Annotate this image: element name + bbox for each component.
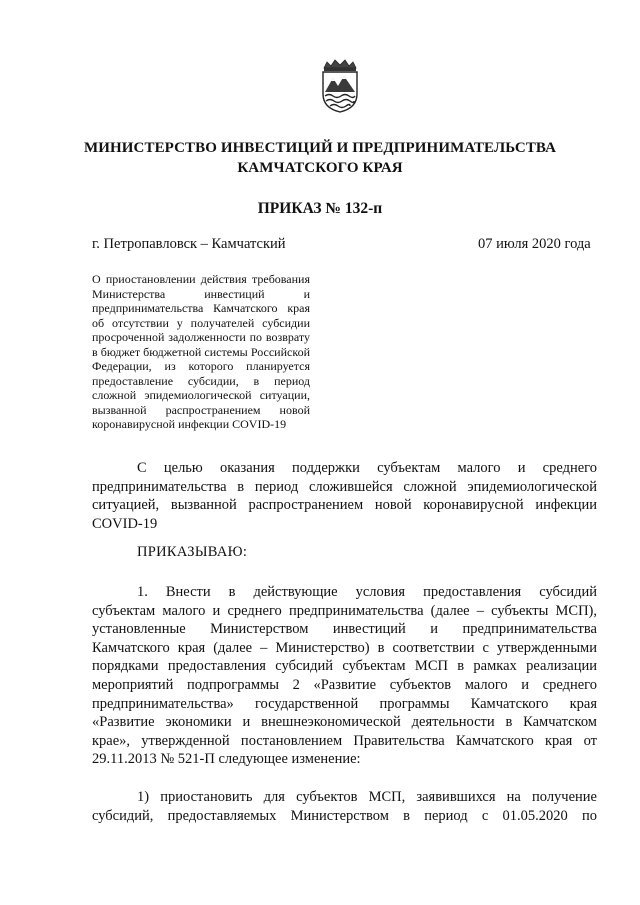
paragraph-line: предпринимательства в период сложившейся сложной эпидемиологической [92,478,597,495]
subject-line: предпринимательства Камчатского края [92,301,310,315]
paragraph-line: ситуацией, вызванной распространением новой коронавирусной инфекции [92,497,597,514]
subject-line: вызванной распространением новой [92,402,310,417]
paragraph-line: субсидий, предоставляемых Министерством в период с 01.05.2020 по [92,807,597,824]
subject-line: Министерства инвестиций и [92,286,310,301]
order-title: ПРИКАЗ № 132-п [257,200,383,217]
item-1-paragraph [92,583,597,769]
subject-line: коронавирусной инфекции COVID-19 [92,417,287,431]
paragraph-line: С целью оказания поддержки субъектам малого и среднего [137,460,597,476]
paragraph-line: установленные Министерством инвестиций и предпринимательства [92,621,597,638]
paragraph-line: 29.11.2013 № 521-П следующее изменение: [92,751,361,768]
subject-line: в бюджет бюджетной системы Российской [92,344,310,359]
paragraph-line: субъектам малого и среднего предпринимательства (далее – субъекты МСП), [92,602,597,619]
item-1-1-paragraph [92,788,597,825]
order-subject [92,272,310,432]
subject-line: Федерации, из которого планируется [92,359,310,373]
paragraph-line: порядками предоставления субсидий субъектам МСП в рамках реализации [92,658,597,675]
subject-line: просроченной задолженности по возврату [92,330,310,344]
preamble-paragraph [92,459,597,533]
subject-line: об отсутствии у получателей субсидии [92,315,310,330]
paragraph-line: мероприятий подпрограммы 2 «Развитие субъектов малого и среднего [92,676,597,693]
order-directive-word: ПРИКАЗЫВАЮ: [137,544,248,560]
paragraph-line: 1) приостановить для субъектов МСП, заявившихся на получение [137,789,597,805]
paragraph-line: крае», утвержденной постановлением Правительства Камчатского края от [92,732,597,749]
ministry-name-line-2: КАМЧАТСКОГО КРАЯ [237,160,403,176]
ministry-name [0,138,640,178]
ministry-name-line-1: МИНИСТЕРСТВО ИНВЕСТИЦИЙ И ПРЕДПРИНИМАТЕЛЬСТВА [83,140,557,156]
paragraph-line: 1. Внести в действующие условия предоставления субсидий [137,584,597,600]
city: г. Петропавловск – Камчатский [92,236,286,252]
paragraph-line: COVID-19 [92,515,158,532]
subject-line: сложной эпидемиологической ситуации, [92,388,310,402]
subject-line: О приостановлении действия требования [92,272,310,286]
order-date: 07 июля 2020 года [478,236,591,252]
kamchatka-coat-of-arms-icon [318,58,362,114]
paragraph-line: Камчатского края (далее – Министерство) в соответствии с утвержденными [92,639,597,656]
paragraph-line: «Развитие экономики и внешнеэкономической деятельности в Камчатском [92,714,597,731]
paragraph-line: предпринимательства» государственной программы Камчатского края [92,695,597,712]
subject-line: предоставление субсидии, в период [92,373,310,388]
